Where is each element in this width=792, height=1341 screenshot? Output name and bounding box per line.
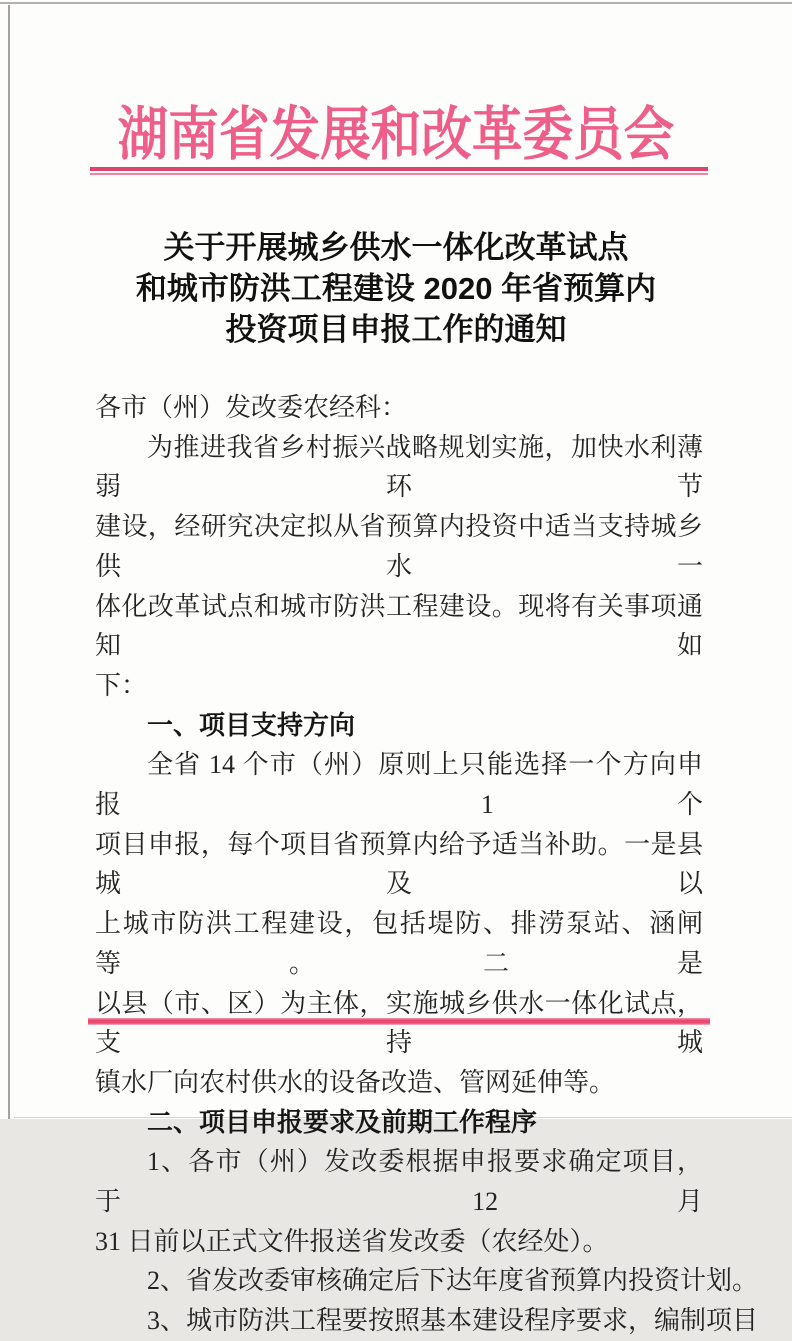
numbered-item-line: 3、城市防洪工程要按照基本建设程序要求，编制项目 (147, 1306, 759, 1336)
paragraph-line: 以县（市、区）为主体，实施城乡供水一体化试点，支持城 (95, 988, 703, 1058)
paragraph-line: 全省 14 个市（州）原则上只能选择一个方向申报 1 个 (95, 750, 703, 820)
document-title (0, 227, 792, 350)
paragraph-line: 项目申报，每个项目省预算内给予适当补助。一是县城及以 (95, 829, 703, 899)
section-heading-1: 一、项目支持方向 (147, 709, 356, 740)
document-title-line-2: 和城市防洪工程建设 2020 年省预算内 (135, 271, 657, 306)
numbered-item-line: 1、各市（州）发改委根据申报要求确定项目，于 12 月 (95, 1147, 703, 1217)
letterhead-agency-name: 湖南省发展和改革委员会 (117, 102, 675, 167)
section-heading-2: 二、项目申报要求及前期工作程序 (147, 1106, 538, 1137)
scan-left-edge (8, 5, 10, 1119)
document-title-line-1: 关于开展城乡供水一体化改革试点 (163, 230, 629, 265)
letterhead-double-rule (90, 167, 708, 175)
document-body (95, 388, 759, 1341)
paragraph-line: 为推进我省乡村振兴战略规划实施，加快水利薄弱环节 (95, 432, 703, 502)
paragraph-line: 下： (95, 670, 148, 700)
numbered-item-line: 2、省发改委审核确定后下达年度省预算内投资计划。 (147, 1266, 759, 1296)
scan-top-edge (0, 2, 792, 4)
paragraph-line: 镇水厂向农村供水的设备改造、管网延伸等。 (95, 1067, 616, 1097)
letterhead-rule-thin (90, 173, 708, 175)
document-title-line-3: 投资项目申报工作的通知 (225, 312, 567, 347)
paragraph-line: 体化改革试点和城市防洪工程建设。现将有关事项通知如 (95, 591, 703, 661)
salutation-line: 各市（州）发改委农经科： (95, 393, 408, 422)
footer-pink-rule (88, 1018, 710, 1025)
paragraph-line: 建设，经研究决定拟从省预算内投资中适当支持城乡供水一 (95, 512, 703, 581)
paragraph-line: 上城市防洪工程建设，包括堤防、排涝泵站、涵闸等。二是 (95, 909, 703, 978)
numbered-item-line: 31 日前以正式文件报送省发改委（农经处）。 (95, 1226, 609, 1256)
